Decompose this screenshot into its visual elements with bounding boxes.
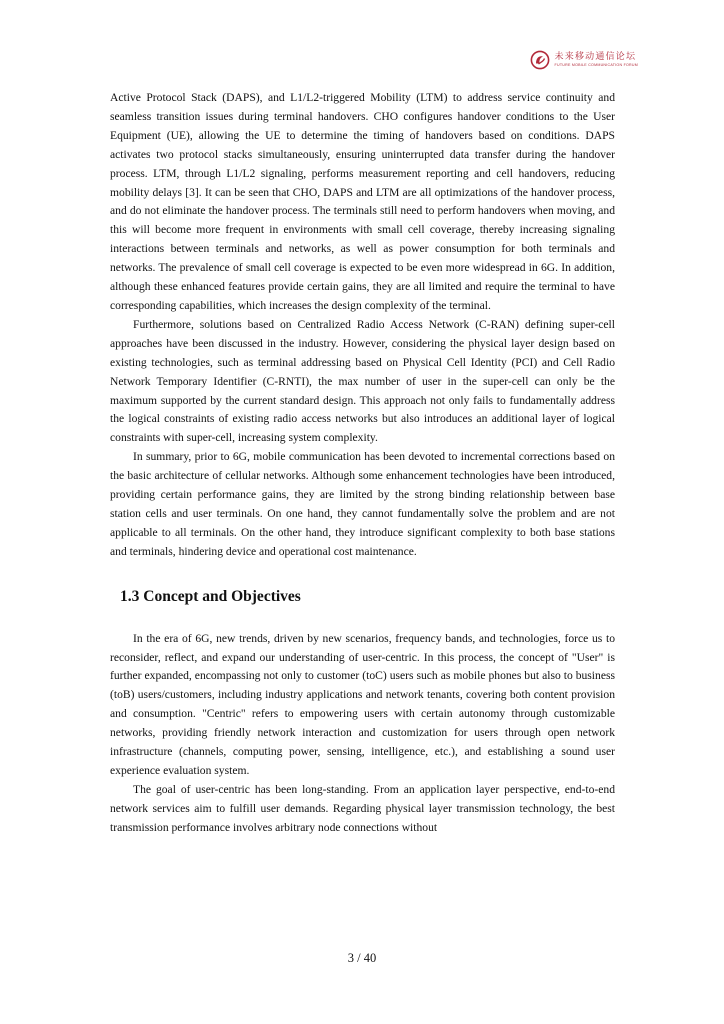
page-number: 3 / 40	[347, 951, 377, 965]
logo-chinese-name: 未来移动通信论坛	[554, 51, 637, 62]
heading-spacer	[110, 608, 615, 630]
body-paragraph: In the era of 6G, new trends, driven by new scenarios, frequency bands, and technologies, force us to reconsider, reflect, and expand our understanding of user-centric. In this process, the concept of "User" is further expanded, encompassing not only to customer (toC) users such as mobile phones but also to business (toB) users/customers, including industry applications and network tenants, covering both content provision and consumption. "Centric" refers to empowering users with certain autonomy through customizable networks, providing friendly network interaction and customization for users through open network infrastructure (channels, computing power, sensing, intelligence, etc.), and establishing a sound user experience evaluation system.	[110, 631, 615, 777]
body-paragraph: In summary, prior to 6G, mobile communication has been devoted to incremental corrections based on the basic architecture of cellular networks. Although some enhancement technologies have been introduced, providing certain performance gains, they are limited by the strong binding relationship between base station cells and user terminals. On one hand, they cannot fundamentally solve the problem and are not applicable to all terminals. On the other hand, they introduce significant complexity to both base stations and terminals, hindering device and operational cost maintenance.	[110, 450, 615, 558]
section-heading: 1.3 Concept and Objectives	[120, 587, 301, 605]
body-paragraph: Furthermore, solutions based on Centralized Radio Access Network (C-RAN) defining super-cell approaches have been discussed in the industry. However, considering the physical layer design based on existing technologies, such as terminal addressing based on Physical Cell Identity (PCI) and Cell Radio Network Temporary Identifier (C-RNTI), the max number of user in the super-cell can only be the maximum supported by the current standard design. This approach not only fails to fundamentally address the logical constraints of existing radio access networks but also introduces an additional layer of logical constraints with super-cell, increasing system complexity.	[110, 317, 615, 445]
journal-logo-icon	[530, 50, 550, 70]
logo-english-name: FUTURE MOBILE COMMUNICATION FORUM	[554, 62, 638, 67]
body-paragraph: The goal of user-centric has been long-standing. From an application layer perspective, end-to-end network services aim to fulfill user demands. Regarding physical layer transmission technology, the best transmission performance involves arbitrary node connections without	[110, 782, 615, 834]
journal-logo	[530, 50, 638, 70]
document-body	[110, 89, 615, 838]
body-paragraph: Active Protocol Stack (DAPS), and L1/L2-triggered Mobility (LTM) to address service continuity and seamless transition issues during terminal handovers. CHO configures handover conditions to the User Equipment (UE), allowing the UE to determine the timing of handovers based on conditions. DAPS activates two protocol stacks simultaneously, ensuring uninterrupted data transfer during the handover process. LTM, through L1/L2 signaling, performs measurement reporting and cell handovers, reducing mobility delays [3]. It can be seen that CHO, DAPS and LTM are all optimizations of the handover process, and do not eliminate the handover process. The terminals still need to perform handovers when moving, and this will become more frequent in environments with small cell coverage, thereby increasing signaling interactions between terminals and networks, as well as power consumption for both terminals and networks. The prevalence of small cell coverage is expected to be even more widespread in 6G. In addition, although these enhanced features provide certain gains, they are all limited and require the terminal to have corresponding capabilities, which increases the design complexity of the terminal.	[110, 91, 615, 312]
